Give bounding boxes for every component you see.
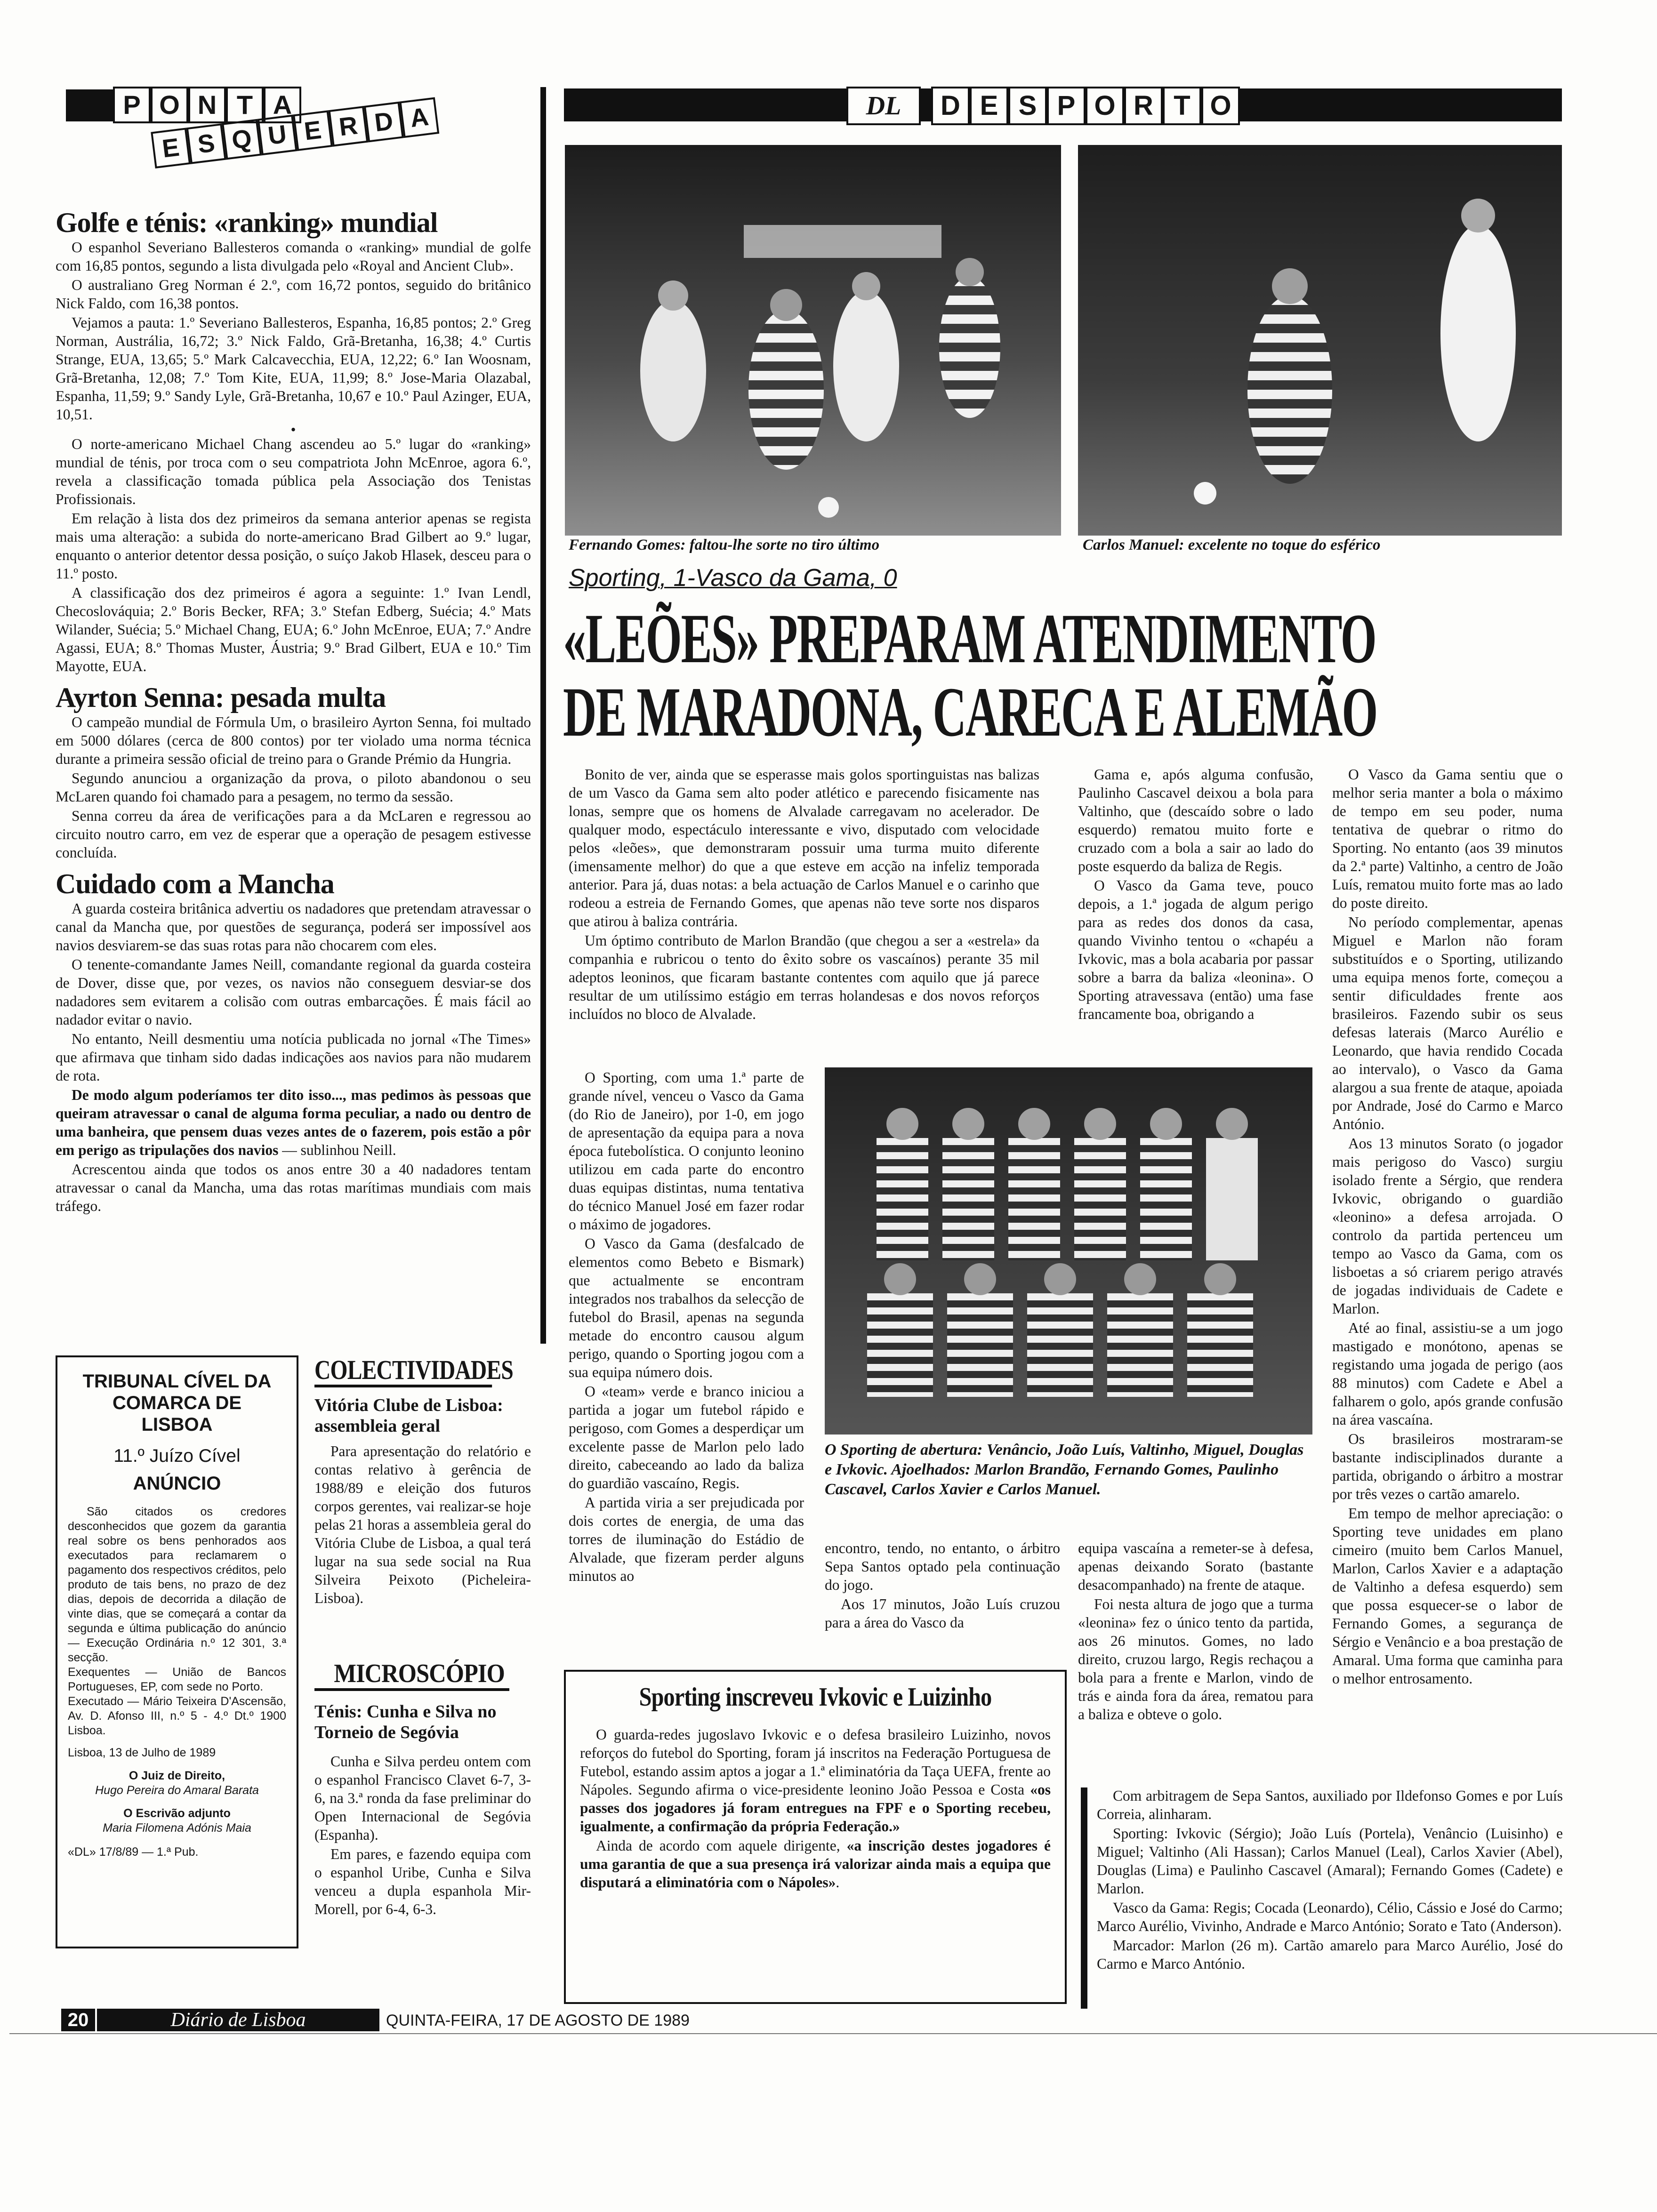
- ponta-esquerda-logo: [66, 80, 518, 193]
- ficha-paragraph: Com arbitragem de Sepa Santos, auxiliado por Ildefonso Gomes e por Luís Correia, alinharam.: [1097, 1787, 1563, 1822]
- senna-body: [56, 713, 531, 862]
- ivkovic-body: [580, 1725, 1051, 1891]
- page-footer: [61, 2009, 758, 2032]
- photo-fernando-gomes: [565, 145, 1061, 536]
- microscopio-paragraph: Cunha e Silva perdeu ontem com o espanhol Francisco Clavet 6-7, 3-6, na 3.ª ronda da fase preliminar do Open Internacional de Segóvia (Espanha).: [314, 1753, 531, 1843]
- match-paragraph: Gama e, após alguma confusão, Paulinho Cascavel deixou a bola para Valtinho, que (descaído sobre o lado esquerdo) rematou muito forte e cruzado com a bola a sair ao lado do poste esquerdo da baliza de Regis.: [1078, 766, 1313, 874]
- colectividades-body: [314, 1442, 531, 1607]
- colectividades-title: Vitória Clube de Lisboa: assembleia geral: [314, 1395, 503, 1436]
- team-photo-caption: O Sporting de abertura: Venâncio, João Luís, Valtinho, Miguel, Douglas e Ivkovic. Ajoelhados: Marlon Brandão, Fernando Gomes, Paulinho Cascavel, Carlos Xavier e Carlos Manuel.: [825, 1441, 1304, 1498]
- tribunal-juizo: 11.º Juízo Cível: [113, 1446, 241, 1466]
- tribunal-body: [68, 1505, 286, 1859]
- team-photo: [825, 1067, 1312, 1435]
- senna-paragraph: Segundo anunciou a organização da prova, o piloto abandonou o seu McLaren quando foi chamado para a pesagem, no termo da sessão.: [56, 770, 531, 805]
- tribunal-date: Lisboa, 13 de Julho de 1989: [68, 1746, 216, 1759]
- match-paragraph: Em tempo de melhor apreciação: o Sporting teve unidades em plano cimeiro (muito bem Carlos Manuel, Marlon, Carlos Xavier e a adaptação de Valtinho a defesa esquerdo) sem que possa esquecer-se o labor de Fernando Gomes, a segurança de Sérgio e Venâncio e a boa prestação de Amaral. Uma forma que caminha para o melhor entrosamento.: [1332, 1505, 1563, 1687]
- match-paragraph: O Vasco da Gama (desfalcado de elementos como Bebeto e Bismark) que actualmente se encontram integrados nos trabalhos da selecção de futebol do Brasil, apenas na segunda metade do encontro causou algum perigo, quando o Sporting jogou com a sua equipa número dois.: [569, 1235, 804, 1380]
- match-paragraph: Bonito de ver, ainda que se esperasse mais golos sportinguistas nas balizas de um Vasco da Gama sem alto poder atlético e parecendo fisicamente nas lonas, sempre que os homens de Alvalade carregavam no acelerador. De qualquer modo, espectáculo interessante e vivo, disputado com velocidade pelos «leões», que demonstraram possuir uma turma muito diferente (imensamente melhor) do que a que esteve em acção na infeliz temporada anterior. Para já, duas notas: a bela actuação de Carlos Manuel e o carinho que rodeou a estreia de Fernando Gomes, que apenas não teve sorte nos disparos que atirou à baliza contrária.: [569, 766, 1039, 930]
- match-photo-1: [565, 145, 1061, 536]
- mancha-paragraph: No entanto, Neill desmentiu uma notícia publicada no jornal «The Times» que afirmava que tinham sido dadas indicações aos navios para não mudarem de rota.: [56, 1031, 531, 1084]
- match-body-col-1: [569, 1068, 804, 1586]
- golfe-headline: Golfe e ténis: «ranking» mundial: [56, 207, 438, 238]
- mancha-paragraph: A guarda costeira britânica advertiu os nadadores que pretendam atravessar o canal da Mancha que, por questões de segurança, poderá ser impossível aos navios desviarem-se das suas rotas para não chocarem com eles.: [56, 900, 531, 954]
- desporto-word: [931, 87, 1240, 125]
- esquerda-letter: Q: [222, 119, 262, 160]
- ponta-letter: P: [113, 87, 151, 123]
- ficha-paragraph: Sporting: Ivkovic (Sérgio); João Luís (Portela), Venâncio (Luisinho) e Miguel; Valtinho (Ali Hassan); Carlos Manuel (Leal), Carlos Xavier (Abel), Douglas (Lima) e Paulinho Cascavel (Amaral); Fernando Gomes (Cadete) e Marlon.: [1097, 1825, 1563, 1897]
- desporto-letter: O: [1201, 87, 1240, 125]
- match-ficha: [1097, 1787, 1563, 1974]
- ivkovic-text: Ainda de acordo com aquele dirigente,: [596, 1837, 847, 1854]
- esquerda-letter: E: [293, 110, 333, 151]
- ivkovic-headline: Sporting inscreveu Ivkovic e Luizinho: [639, 1683, 992, 1712]
- tribunal-juiz-label: O Juiz de Direito,: [129, 1769, 225, 1782]
- dl-logo-text: DL: [846, 87, 921, 125]
- column-divider: [540, 87, 546, 1344]
- esquerda-letter: U: [257, 115, 298, 156]
- microscopio-paragraph: Em pares, e fazendo equipa com o espanhol Uribe, Cunha e Silva venceu a dupla espanhola Mir-Morell, por 6-4, 6-3.: [314, 1846, 531, 1917]
- desporto-letter: T: [1163, 87, 1201, 125]
- match-body-col-3-bottom: [1078, 1539, 1313, 1724]
- tenis-paragraph: Em relação à lista dos dez primeiros da semana anterior apenas se regista mais uma alteração: a subida do norte-americano Brad Gilbert ao 9.º lugar, enquanto o anterior detentor dessa posição, o suíço Jakob Hlasek, desceu para o 11.º posto.: [56, 510, 531, 582]
- paper-name-logo: Diário de Lisboa: [97, 2009, 379, 2031]
- sporting-team-photo: [825, 1067, 1312, 1435]
- tenis-paragraph: A classificação dos dez primeiros é agora a seguinte: 1.º Ivan Lendl, Checoslováquia; 2.º Boris Becker, RFA; 3.º Stefan Edberg, Suécia; 4.º Mats Wilander, Suécia; 5.º Michael Chang, EUA; 6.º John McEnroe, EUA; 7.º Andre Agassi, EUA; 8.º Thomas Muster, Áustria; 9.º Brad Gilbert, EUA e 10.º Tim Mayotte, EUA.: [56, 585, 531, 674]
- match-photo-2: [1078, 145, 1562, 536]
- mancha-quote-tail: — sublinhou Neill.: [278, 1142, 396, 1158]
- ponta-letter: O: [151, 87, 188, 123]
- ficha-paragraph: Vasco da Gama: Regis; Cocada (Leonardo), Célio, Cássio e José do Carmo; Marco Aurélio, Vivinho, Andrade e Marco António; Sorato e Tato (Anderson).: [1097, 1899, 1563, 1934]
- ivkovic-box: [564, 1670, 1067, 2004]
- microscopio-section: [314, 1659, 531, 1919]
- match-paragraph: Até ao final, assistiu-se a um jogo mastigado e monótono, apenas se registando uma jogada de perigo (aos 88 minutos) com Cadete e Abel a falharem o golo, após grande confusão na área vascaína.: [1332, 1320, 1563, 1428]
- match-paragraph: Aos 17 minutos, João Luís cruzou para a área do Vasco da: [825, 1596, 1060, 1631]
- issue-date: QUINTA-FEIRA, 17 DE AGOSTO DE 1989: [386, 2012, 690, 2029]
- microscopio-body: [314, 1752, 531, 1918]
- ficha-paragraph: Marcador: Marlon (26 m). Cartão amarelo para Marco Aurélio, José do Carmo e Marco António.: [1097, 1937, 1563, 1972]
- tenis-paragraph: O norte-americano Michael Chang ascendeu ao 5.º lugar do «ranking» mundial de ténis, por troca com o seu compatriota John McEnroe, agora 6.º, revela a classificação tomada pública pela Associação dos Tenistas Profissionais.: [56, 436, 531, 507]
- match-paragraph: encontro, tendo, no entanto, o árbitro Sepa Santos optado pela continuação do jogo.: [825, 1540, 1060, 1593]
- ficha-side-bar: [1081, 1787, 1087, 2009]
- match-body-col-3-top: [1078, 765, 1313, 1024]
- caption-fernando-gomes: Fernando Gomes: faltou-lhe sorte no tiro último: [569, 537, 880, 553]
- desporto-letter: R: [1124, 87, 1163, 125]
- match-body-col-2: [825, 1539, 1060, 1633]
- desporto-letter: P: [1047, 87, 1086, 125]
- golfe-paragraph: Vejamos a pauta: 1.º Severiano Ballesteros, Espanha, 16,85 pontos; 2.º Greg Norman, Austrália, 16,72; 3.º Nick Faldo, Grã-Bretanha, 16,38; 4.º Curtis Strange, EUA, 13,65; 5.º Mark Calcavecchia, EUA, 12,22; 6.º Ian Woosnam, Grã-Bretanha, 12,08; 7.º Tom Kite, EUA, 11,99; 8.º Jose-Maria Olazabal, Espanha, 11,59; 9.º Sandy Lyle, Grã-Bretanha, 10,67 e 10.º Paul Azinger, EUA, 10,51.: [56, 314, 531, 423]
- match-paragraph: Os brasileiros mostraram-se bastante indisciplinados durante a partida, obrigando o árbitro a mostrar por três vezes o cartão amarelo.: [1332, 1431, 1563, 1502]
- match-paragraph: Um óptimo contributo de Marlon Brandão (que chegou a ser a «estrela» da companhia e rubricou o tento do êxito sobre os vascaínos) perante 35 mil adeptos leoninos, que ficaram bastante contentes com aquilo que já parece resultar de um utilíssimo estágio em terras holandesas e dos novos reforços incluídos no bloco de Alvalade.: [569, 932, 1039, 1022]
- bullet-separator: •: [290, 421, 296, 438]
- tribunal-escrivao-label: O Escrivão adjunto: [123, 1807, 231, 1820]
- ivkovic-paragraph-1: [580, 1725, 1051, 1835]
- colectividades-header: COLECTIVIDADES: [314, 1355, 492, 1387]
- main-headline-line-2: DE MARADONA, CARECA E ALEMÃO: [563, 673, 1377, 751]
- desporto-letter: D: [931, 87, 970, 125]
- mancha-paragraph: Acrescentou ainda que todos os anos entre 30 a 40 nadadores tentam atravessar o canal da Mancha, uma das rotas marítimas mundiais com mais tráfego.: [56, 1161, 531, 1214]
- match-intro-text: [569, 765, 1039, 1024]
- tribunal-exequentes: Exequentes — União de Bancos Portugueses, EP, com sede no Porto.: [68, 1666, 286, 1693]
- golfe-paragraph: O australiano Greg Norman é 2.º, com 16,72 pontos, seguido do britânico Nick Faldo, com 16,38 pontos.: [56, 277, 531, 312]
- mancha-headline: Cuidado com a Mancha: [56, 868, 334, 899]
- photo-carlos-manuel: [1078, 145, 1562, 536]
- match-score-kicker: Sporting, 1-Vasco da Gama, 0: [569, 564, 897, 592]
- senna-headline: Ayrton Senna: pesada multa: [56, 682, 386, 713]
- match-body-col-4: [1332, 765, 1563, 1689]
- microscopio-header: MICROSCÓPIO: [314, 1659, 509, 1691]
- match-paragraph: No período complementar, apenas Miguel e Marlon não foram substituídos e o Sporting, utilizando uma equipa menos forte, começou a sentir dificuldades frente aos brasileiros. Fazendo subir os seus defesas laterais (Marco Aurélio e Leonardo, que havia rendido Cocada ao intervalo), o Vasco da Gama alargou a sua frente de ataque, apoiada por Andrade, José do Carmo e Marco António.: [1332, 914, 1563, 1132]
- desporto-masthead: [564, 81, 1562, 128]
- tribunal-title: TRIBUNAL CÍVEL DA COMARCA DE LISBOA: [82, 1371, 272, 1435]
- bottom-rule: [9, 2033, 1657, 2034]
- tribunal-notice-box: [56, 1355, 298, 1948]
- golfe-paragraph: O espanhol Severiano Ballesteros comanda o «ranking» mundial de golfe com 16,85 pontos, segundo a lista divulgada pelo «Royal and Ancient Club».: [56, 239, 531, 274]
- esquerda-letter: R: [328, 106, 368, 147]
- esquerda-letter: A: [399, 97, 439, 138]
- ponta-letter: A: [264, 87, 301, 123]
- match-paragraph: Foi nesta altura de jogo que a turma «leonina» fez o único tento da partida, aos 26 minutos. Gomes, no lado direito, cruzou largo, Regis rechaçou a bola para a frente e Marlon, vindo de trás e ainda fora da área, rematou para a baliza e obteve o golo.: [1078, 1596, 1313, 1723]
- colectividades-section: [314, 1355, 531, 1608]
- esquerda-letter: D: [364, 102, 404, 143]
- ponta-letter: N: [188, 87, 226, 123]
- tribunal-text: São citados os credores desconhecidos que gozem da garantia real sobre os bens penhorados aos executados para reclamarem o pagamento dos respectivos créditos, pelo produto de tais bens, no prazo de dez dias, depois de decorrida a dilação de vinte dias, que se começará a contar da segunda e última publicação do anúncio — Execução Ordinária n.º 12 301, 3.ª secção.: [68, 1505, 286, 1664]
- mancha-quote-paragraph: [56, 1086, 531, 1159]
- tribunal-escrivao-name: Maria Filomena Adónis Maia: [103, 1821, 251, 1835]
- golfe-body: [56, 238, 531, 675]
- match-paragraph: equipa vascaína a remeter-se à defesa, apenas deixando Sorato (bastante desacompanhado) na frente de ataque.: [1078, 1540, 1313, 1593]
- left-articles: [56, 207, 531, 1216]
- dl-logo: [846, 87, 921, 125]
- match-paragraph: Aos 13 minutos Sorato (o jogador mais perigoso do Vasco) surgiu isolado frente a Sérgio, que rendera Ivkovic, obrigando o guardião «leonino» a defesa arrojada. O controlo da partida pertenceu um tempo ao Vasco da Gama, com os lisboetas a só criarem perigo através de jogadas individuais de Cadete e Marlon.: [1332, 1135, 1563, 1317]
- tribunal-anuncio: ANÚNCIO: [133, 1473, 221, 1494]
- tribunal-juiz-name: Hugo Pereira do Amaral Barata: [95, 1784, 259, 1797]
- ivkovic-text-end: .: [836, 1874, 840, 1891]
- match-paragraph: O «team» verde e branco iniciou a partida a jogar um futebol rápido e perigoso, com Gomes a desperdiçar um excelente passe de Marlon pelo lado direito, cabeceando ao lado da baliza do guardião vascaíno, Regis.: [569, 1383, 804, 1491]
- tribunal-ref: «DL» 17/8/89 — 1.ª Pub.: [68, 1845, 199, 1859]
- mancha-paragraph: O tenente-comandante James Neill, comandante regional da guarda costeira de Dover, disse que, por vezes, os navios não conseguem desviar-se dos nadadores sem evitarem a colisão com outras embarcações. É mais fácil ao nadador evitar o navio.: [56, 956, 531, 1028]
- match-paragraph: O Vasco da Gama teve, pouco depois, a 1.ª jogada de algum perigo para as redes dos donos da casa, quando Vivinho tentou o «chapéu a Ivkovic, mas a bola acabaria por passar sobre a barra da baliza «leonina». O Sporting atravessava (então) uma fase francamente boa, obrigando a: [1078, 877, 1313, 1022]
- microscopio-title: Ténis: Cunha e Silva no Torneio de Segóvia: [314, 1702, 497, 1742]
- match-paragraph: O Sporting, com uma 1.ª parte de grande nível, venceu o Vasco da Gama (do Rio de Janeiro), por 1-0, em jogo de apresentação da equipa para a nova época futebolística. O conjunto leonino utilizou em cada parte do encontro duas equipas distintas, numa tentativa do técnico Manuel José em fazer rodar o máximo de jogadores.: [569, 1069, 804, 1233]
- senna-paragraph: Senna correu da área de verificações para a da McLaren e regressou ao circuito noutro carro, em vez de esperar que a operação de pesagem estivesse concluída.: [56, 808, 531, 861]
- match-paragraph: A partida viria a ser prejudicada por dois cortes de energia, de uma das torres de iluminação do Estádio de Alvalade, que fizeram perder alguns minutos ao: [569, 1494, 804, 1584]
- ivkovic-quote: «os passes dos jogadores já foram entregues na FPF e o Sporting recebeu, igualmente, a confirmação da própria Federação.»: [580, 1781, 1051, 1835]
- tribunal-executado: Executado — Mário Teixeira D'Ascensão, Av. D. Afonso III, n.º 5 - 4.º Dt.º 1900 Lisboa.: [68, 1695, 286, 1737]
- ponta-black-bar: [66, 89, 113, 121]
- esquerda-letter: S: [186, 123, 226, 164]
- desporto-letter: E: [970, 87, 1008, 125]
- ivkovic-text: O guarda-redes jugoslavo Ivkovic e o defesa brasileiro Luizinho, novos reforços do futebol do Sporting, foram já inscritos na Federação Portuguesa de Futebol, estando assim aptos a jogar a 1.ª eliminatória da Taça UEFA, frente ao Nápoles. Segundo afirma o vice-presidente leonino João Pessoa e Costa: [580, 1726, 1051, 1798]
- colectividades-paragraph: Para apresentação do relatório e contas relativo à gerência de 1988/89 e eleição dos futuros corpos gerentes, vai realizar-se hoje pelas 21 horas a assembleia geral do Vitória Clube de Lisboa, a qual terá lugar na sua sede social na Rua Silveira Peixoto (Picheleira-Lisboa).: [314, 1443, 531, 1606]
- ponta-letter: T: [226, 87, 264, 123]
- senna-paragraph: O campeão mundial de Fórmula Um, o brasileiro Ayrton Senna, foi multado em 5000 dólares (cerca de 800 contos) por ter violado uma norma técnica durante a primeira sessão oficial de treino para o Grande Prémio da Hungria.: [56, 714, 531, 767]
- mancha-body: [56, 899, 531, 1215]
- ivkovic-quote: «a inscrição destes jogadores é uma garantia de que a sua presença irá valorizar ainda mais a equipa que disputará a eliminatória com o Nápoles»: [580, 1837, 1051, 1891]
- ivkovic-paragraph-2: [580, 1836, 1051, 1891]
- mancha-quote-bold: De modo algum poderíamos ter dito isso..., mas pedimos às pessoas que queiram atravessar o canal de alguma forma peculiar, a nado ou dentro de uma banheira, que pensem duas vezes antes de o fazerem, pois estão a pôr em perigo as tripulações dos navios: [56, 1087, 531, 1158]
- caption-carlos-manuel: Carlos Manuel: excelente no toque do esférico: [1083, 537, 1381, 553]
- desporto-letter: S: [1008, 87, 1047, 125]
- desporto-letter: O: [1086, 87, 1124, 125]
- page-number: 20: [61, 2009, 95, 2031]
- esquerda-letter: E: [151, 128, 191, 168]
- match-paragraph: O Vasco da Gama sentiu que o melhor seria manter a bola o máximo de tempo em seu poder, numa tentativa de quebrar o ritmo do Sporting. No entanto (aos 39 minutos da 2.ª parte) Valtinho, a centro de João Luís, rematou muito forte mas ao lado do poste direito.: [1332, 766, 1563, 911]
- main-headline-line-1: «LEÕES» PREPARAM ATENDIMENTO: [563, 600, 1376, 678]
